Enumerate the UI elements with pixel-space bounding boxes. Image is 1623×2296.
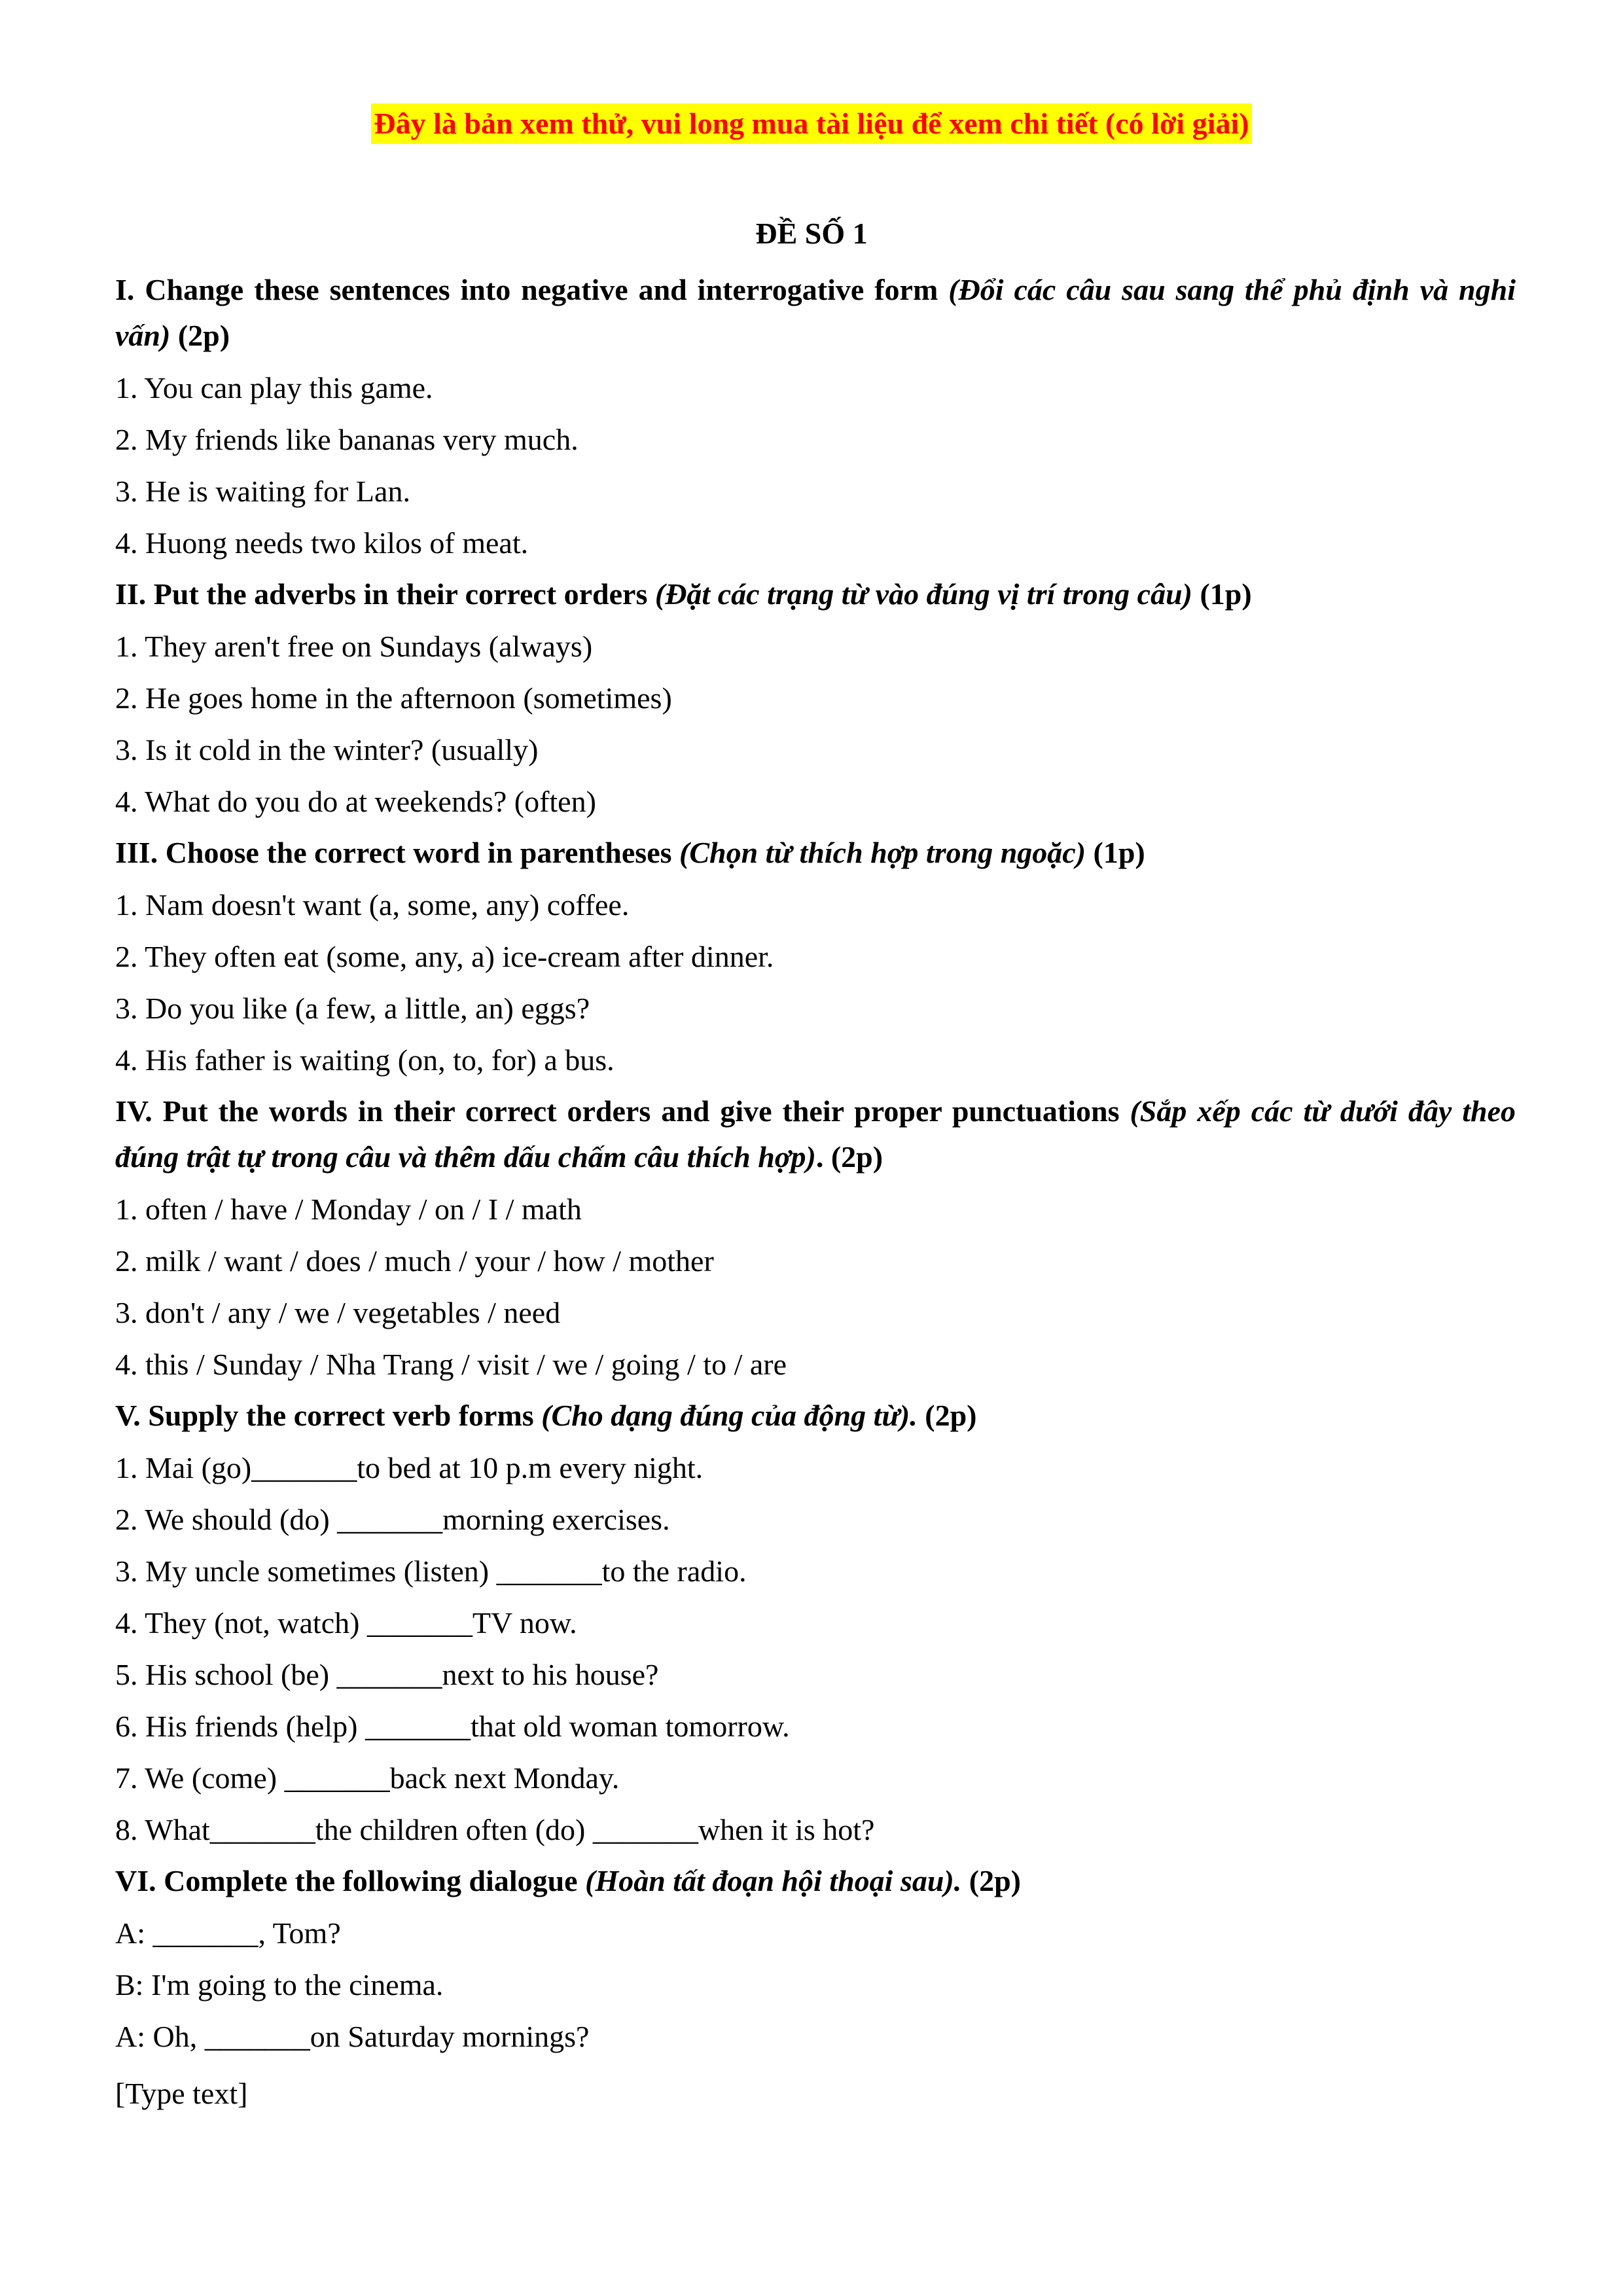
exercise-item: 1. You can play this game.	[115, 371, 433, 404]
section-heading-text: IV. Put the words in their correct orders and give their proper punctuations	[115, 1094, 1120, 1128]
section-heading-text: III. Choose the correct word in parentheses	[115, 836, 672, 869]
exercise-item: A: Oh, _______on Saturday mornings?	[115, 2020, 590, 2053]
exercise-item: 2. milk / want / does / much / your / how / mother	[115, 1244, 714, 1278]
section-points: (2p)	[925, 1399, 977, 1432]
preview-banner-row	[0, 103, 1623, 144]
section-heading-text: VI. Complete the following dialogue	[115, 1864, 578, 1897]
section-points: . (2p)	[815, 1140, 883, 1174]
exercise-item: 3. Is it cold in the winter? (usually)	[115, 733, 539, 766]
exercise-item: 4. They (not, watch) _______TV now.	[115, 1606, 577, 1640]
exercise-item: 2. He goes home in the afternoon (sometimes)	[115, 681, 672, 715]
section-heading-translation: (Sắp xếp các từ dưới đây theo đúng trật tự trong câu và thêm dấu chấm câu thích hợp)	[115, 1094, 1516, 1174]
preview-notice-banner: Đây là bản xem thử, vui long mua tài liệu để xem chi tiết (có lời giải)	[371, 103, 1251, 144]
exercise-item: 7. We (come) _______back next Monday.	[115, 1761, 620, 1795]
exercise-item: 3. Do you like (a few, a little, an) eggs?	[115, 992, 590, 1025]
section-heading-3	[115, 827, 1516, 879]
exercise-item: 4. Huong needs two kilos of meat.	[115, 526, 529, 560]
exercise-item: 6. His friends (help) _______that old woman tomorrow.	[115, 1710, 790, 1743]
section-points: (1p)	[1200, 577, 1252, 611]
exercise-item: 1. Nam doesn't want (a, some, any) coffee.	[115, 888, 630, 922]
exercise-item: 4. His father is waiting (on, to, for) a bus.	[115, 1043, 615, 1077]
section-heading-2	[115, 569, 1516, 620]
section-points: (1p)	[1093, 836, 1145, 869]
exercise-item: 2. They often eat (some, any, a) ice-cream after dinner.	[115, 940, 774, 973]
exercise-item: 4. What do you do at weekends? (often)	[115, 785, 596, 818]
section-heading-5	[115, 1390, 1516, 1442]
exercise-item: 2. We should (do) _______morning exercises.	[115, 1503, 670, 1536]
section-heading-4	[115, 1086, 1516, 1183]
document-title: ĐỀ SỐ 1	[755, 217, 868, 250]
section-heading-text: I. Change these sentences into negative and interrogative form	[115, 273, 938, 306]
section-heading-translation: (Cho dạng đúng của động từ).	[541, 1399, 918, 1432]
section-heading-text: II. Put the adverbs in their correct orders	[115, 577, 648, 611]
exercise-item: 1. often / have / Monday / on / I / math	[115, 1193, 582, 1226]
exercise-item: 5. His school (be) _______next to his house?	[115, 1658, 659, 1691]
exercise-item: 3. He is waiting for Lan.	[115, 475, 410, 508]
section-heading-6	[115, 1856, 1516, 1907]
section-heading-translation: (Hoàn tất đoạn hội thoại sau).	[585, 1864, 962, 1897]
exercise-content	[115, 264, 1516, 2062]
exercise-item: 2. My friends like bananas very much.	[115, 423, 579, 456]
section-points: (2p)	[969, 1864, 1021, 1897]
exercise-item: B: I'm going to the cinema.	[115, 1968, 444, 2001]
section-heading-text: V. Supply the correct verb forms	[115, 1399, 534, 1432]
section-heading-translation: (Đặt các trạng từ vào đúng vị trí trong câu)	[654, 577, 1192, 611]
exercise-item: 1. They aren't free on Sundays (always)	[115, 630, 593, 663]
section-points: (2p)	[177, 319, 230, 352]
footer-placeholder-text: [Type text]	[115, 2077, 248, 2110]
section-heading-translation: (Chọn từ thích hợp trong ngoặc)	[679, 836, 1086, 869]
exercise-item: 3. don't / any / we / vegetables / need	[115, 1296, 561, 1329]
exercise-item: 4. this / Sunday / Nha Trang / visit / we / going / to / are	[115, 1348, 787, 1381]
section-heading-1	[115, 264, 1516, 362]
exercise-item: A: _______, Tom?	[115, 1916, 341, 1950]
section-heading-translation: (Đổi các câu sau sang thể phủ định và nghi vấn)	[115, 273, 1516, 352]
exercise-item: 8. What_______the children often (do) _______when it is hot?	[115, 1813, 875, 1846]
exercise-item: 3. My uncle sometimes (listen) _______to the radio.	[115, 1554, 747, 1588]
exercise-item: 1. Mai (go)_______to bed at 10 p.m every night.	[115, 1451, 704, 1484]
